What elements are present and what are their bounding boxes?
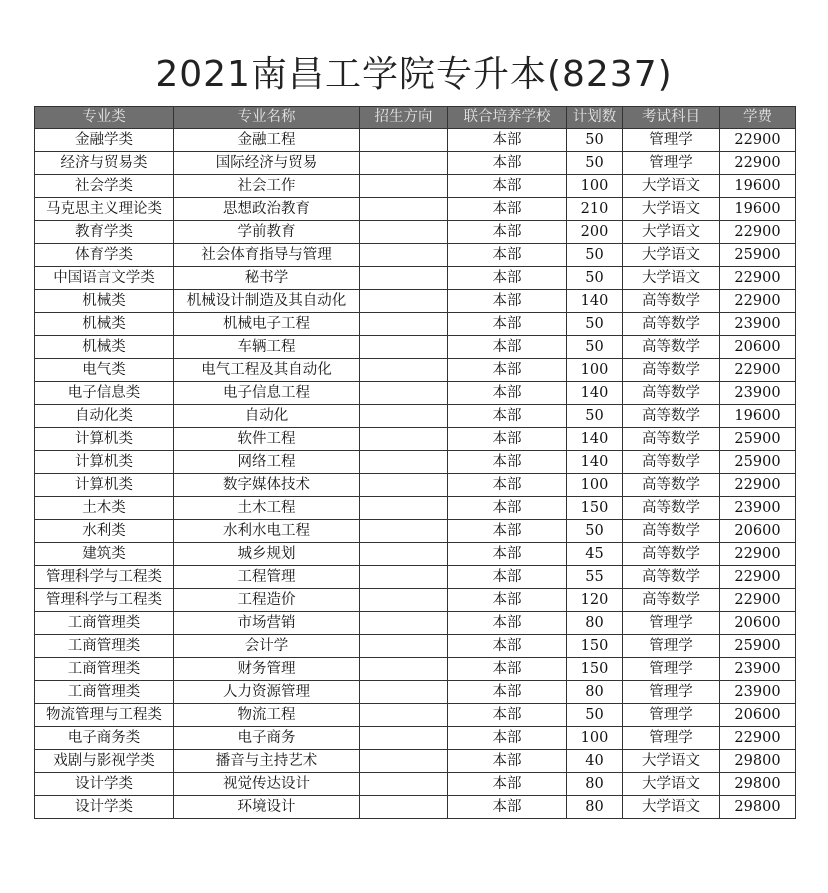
partner-school-cell: 本部: [448, 382, 567, 405]
tuition-cell: 23900: [720, 681, 796, 704]
major-category-cell: 机械类: [35, 313, 174, 336]
direction-cell: [360, 773, 448, 796]
major-name-cell: 机械电子工程: [174, 313, 360, 336]
direction-cell: [360, 497, 448, 520]
major-category-cell: 电子商务类: [35, 727, 174, 750]
plan-count-cell: 140: [567, 428, 623, 451]
partner-school-cell: 本部: [448, 612, 567, 635]
partner-school-cell: 本部: [448, 451, 567, 474]
direction-cell: [360, 796, 448, 819]
exam-subject-cell: 大学语文: [623, 221, 720, 244]
direction-cell: [360, 612, 448, 635]
major-name-cell: 水利水电工程: [174, 520, 360, 543]
tuition-cell: 23900: [720, 497, 796, 520]
major-category-cell: 管理科学与工程类: [35, 589, 174, 612]
tuition-cell: 23900: [720, 313, 796, 336]
partner-school-cell: 本部: [448, 520, 567, 543]
major-name-cell: 物流工程: [174, 704, 360, 727]
major-category-cell: 计算机类: [35, 451, 174, 474]
table-body: [35, 129, 796, 819]
plan-count-cell: 45: [567, 543, 623, 566]
major-name-cell: 社会工作: [174, 175, 360, 198]
major-category-cell: 工商管理类: [35, 658, 174, 681]
partner-school-cell: 本部: [448, 336, 567, 359]
partner-school-cell: 本部: [448, 405, 567, 428]
header-partner-school: 联合培养学校: [448, 107, 567, 129]
direction-cell: [360, 704, 448, 727]
table-row: [35, 773, 796, 796]
major-name-cell: 电子商务: [174, 727, 360, 750]
table-row: [35, 129, 796, 152]
table-row: [35, 520, 796, 543]
plan-count-cell: 80: [567, 773, 623, 796]
major-category-cell: 体育学类: [35, 244, 174, 267]
direction-cell: [360, 589, 448, 612]
major-name-cell: 会计学: [174, 635, 360, 658]
table-row: [35, 290, 796, 313]
major-category-cell: 工商管理类: [35, 612, 174, 635]
partner-school-cell: 本部: [448, 474, 567, 497]
plan-count-cell: 50: [567, 152, 623, 175]
table-row: [35, 612, 796, 635]
major-name-cell: 环境设计: [174, 796, 360, 819]
enrollment-table: [34, 106, 796, 819]
table-row: [35, 750, 796, 773]
major-name-cell: 秘书学: [174, 267, 360, 290]
exam-subject-cell: 高等数学: [623, 497, 720, 520]
partner-school-cell: 本部: [448, 290, 567, 313]
plan-count-cell: 140: [567, 451, 623, 474]
direction-cell: [360, 405, 448, 428]
plan-count-cell: 50: [567, 704, 623, 727]
exam-subject-cell: 大学语文: [623, 773, 720, 796]
direction-cell: [360, 290, 448, 313]
plan-count-cell: 40: [567, 750, 623, 773]
plan-count-cell: 50: [567, 336, 623, 359]
major-category-cell: 机械类: [35, 290, 174, 313]
major-category-cell: 金融学类: [35, 129, 174, 152]
exam-subject-cell: 管理学: [623, 612, 720, 635]
plan-count-cell: 150: [567, 497, 623, 520]
direction-cell: [360, 267, 448, 290]
major-category-cell: 电气类: [35, 359, 174, 382]
plan-count-cell: 80: [567, 681, 623, 704]
major-name-cell: 数字媒体技术: [174, 474, 360, 497]
exam-subject-cell: 高等数学: [623, 474, 720, 497]
exam-subject-cell: 大学语文: [623, 175, 720, 198]
direction-cell: [360, 359, 448, 382]
header-major-name: 专业名称: [174, 107, 360, 129]
exam-subject-cell: 高等数学: [623, 405, 720, 428]
direction-cell: [360, 198, 448, 221]
plan-count-cell: 200: [567, 221, 623, 244]
direction-cell: [360, 566, 448, 589]
major-name-cell: 社会体育指导与管理: [174, 244, 360, 267]
major-category-cell: 教育学类: [35, 221, 174, 244]
plan-count-cell: 100: [567, 359, 623, 382]
tuition-cell: 22900: [720, 589, 796, 612]
exam-subject-cell: 高等数学: [623, 566, 720, 589]
plan-count-cell: 100: [567, 727, 623, 750]
major-category-cell: 戏剧与影视学类: [35, 750, 174, 773]
major-category-cell: 马克思主义理论类: [35, 198, 174, 221]
exam-subject-cell: 大学语文: [623, 198, 720, 221]
plan-count-cell: 50: [567, 405, 623, 428]
partner-school-cell: 本部: [448, 681, 567, 704]
plan-count-cell: 150: [567, 658, 623, 681]
direction-cell: [360, 543, 448, 566]
partner-school-cell: 本部: [448, 313, 567, 336]
exam-subject-cell: 大学语文: [623, 267, 720, 290]
partner-school-cell: 本部: [448, 267, 567, 290]
exam-subject-cell: 高等数学: [623, 543, 720, 566]
page-title: 2021南昌工学院专升本(8237): [155, 54, 673, 95]
major-category-cell: 管理科学与工程类: [35, 566, 174, 589]
partner-school-cell: 本部: [448, 152, 567, 175]
tuition-cell: 20600: [720, 520, 796, 543]
direction-cell: [360, 175, 448, 198]
tuition-cell: 20600: [720, 336, 796, 359]
exam-subject-cell: 高等数学: [623, 313, 720, 336]
major-category-cell: 物流管理与工程类: [35, 704, 174, 727]
major-name-cell: 车辆工程: [174, 336, 360, 359]
major-category-cell: 计算机类: [35, 428, 174, 451]
major-category-cell: 计算机类: [35, 474, 174, 497]
table-row: [35, 635, 796, 658]
partner-school-cell: 本部: [448, 750, 567, 773]
partner-school-cell: 本部: [448, 129, 567, 152]
table-row: [35, 727, 796, 750]
partner-school-cell: 本部: [448, 543, 567, 566]
tuition-cell: 20600: [720, 704, 796, 727]
partner-school-cell: 本部: [448, 359, 567, 382]
table-row: [35, 428, 796, 451]
tuition-cell: 23900: [720, 658, 796, 681]
major-category-cell: 工商管理类: [35, 635, 174, 658]
major-name-cell: 软件工程: [174, 428, 360, 451]
direction-cell: [360, 428, 448, 451]
tuition-cell: 22900: [720, 267, 796, 290]
major-name-cell: 财务管理: [174, 658, 360, 681]
table-row: [35, 221, 796, 244]
exam-subject-cell: 管理学: [623, 635, 720, 658]
table-row: [35, 267, 796, 290]
direction-cell: [360, 520, 448, 543]
partner-school-cell: 本部: [448, 428, 567, 451]
exam-subject-cell: 高等数学: [623, 336, 720, 359]
tuition-cell: 29800: [720, 773, 796, 796]
plan-count-cell: 50: [567, 267, 623, 290]
partner-school-cell: 本部: [448, 175, 567, 198]
direction-cell: [360, 727, 448, 750]
direction-cell: [360, 221, 448, 244]
tuition-cell: 29800: [720, 750, 796, 773]
direction-cell: [360, 313, 448, 336]
tuition-cell: 22900: [720, 474, 796, 497]
direction-cell: [360, 474, 448, 497]
exam-subject-cell: 管理学: [623, 129, 720, 152]
major-name-cell: 城乡规划: [174, 543, 360, 566]
header-major-category: 专业类: [35, 107, 174, 129]
partner-school-cell: 本部: [448, 658, 567, 681]
header-tuition: 学费: [720, 107, 796, 129]
partner-school-cell: 本部: [448, 796, 567, 819]
tuition-cell: 22900: [720, 129, 796, 152]
exam-subject-cell: 大学语文: [623, 244, 720, 267]
tuition-cell: 22900: [720, 152, 796, 175]
major-category-cell: 设计学类: [35, 796, 174, 819]
exam-subject-cell: 高等数学: [623, 520, 720, 543]
tuition-cell: 22900: [720, 290, 796, 313]
major-name-cell: 金融工程: [174, 129, 360, 152]
direction-cell: [360, 244, 448, 267]
exam-subject-cell: 大学语文: [623, 750, 720, 773]
tuition-cell: 19600: [720, 198, 796, 221]
tuition-cell: 25900: [720, 635, 796, 658]
partner-school-cell: 本部: [448, 497, 567, 520]
plan-count-cell: 50: [567, 244, 623, 267]
partner-school-cell: 本部: [448, 727, 567, 750]
table-row: [35, 405, 796, 428]
direction-cell: [360, 681, 448, 704]
tuition-cell: 29800: [720, 796, 796, 819]
table-row: [35, 382, 796, 405]
plan-count-cell: 50: [567, 520, 623, 543]
major-name-cell: 电气工程及其自动化: [174, 359, 360, 382]
table-header-row: [35, 107, 796, 129]
major-name-cell: 市场营销: [174, 612, 360, 635]
table-row: [35, 451, 796, 474]
major-category-cell: 工商管理类: [35, 681, 174, 704]
table-row: [35, 658, 796, 681]
plan-count-cell: 210: [567, 198, 623, 221]
table-row: [35, 359, 796, 382]
exam-subject-cell: 管理学: [623, 152, 720, 175]
major-category-cell: 中国语言文学类: [35, 267, 174, 290]
direction-cell: [360, 336, 448, 359]
exam-subject-cell: 高等数学: [623, 589, 720, 612]
exam-subject-cell: 高等数学: [623, 359, 720, 382]
major-name-cell: 自动化: [174, 405, 360, 428]
plan-count-cell: 140: [567, 382, 623, 405]
table-row: [35, 244, 796, 267]
tuition-cell: 22900: [720, 727, 796, 750]
table-row: [35, 152, 796, 175]
major-name-cell: 电子信息工程: [174, 382, 360, 405]
plan-count-cell: 50: [567, 313, 623, 336]
plan-count-cell: 50: [567, 129, 623, 152]
major-category-cell: 建筑类: [35, 543, 174, 566]
direction-cell: [360, 152, 448, 175]
table-row: [35, 497, 796, 520]
exam-subject-cell: 高等数学: [623, 290, 720, 313]
table-row: [35, 543, 796, 566]
major-category-cell: 设计学类: [35, 773, 174, 796]
major-name-cell: 思想政治教育: [174, 198, 360, 221]
major-name-cell: 播音与主持艺术: [174, 750, 360, 773]
major-name-cell: 人力资源管理: [174, 681, 360, 704]
header-plan-count: 计划数: [567, 107, 623, 129]
major-category-cell: 自动化类: [35, 405, 174, 428]
partner-school-cell: 本部: [448, 589, 567, 612]
major-name-cell: 工程造价: [174, 589, 360, 612]
plan-count-cell: 55: [567, 566, 623, 589]
partner-school-cell: 本部: [448, 773, 567, 796]
major-category-cell: 机械类: [35, 336, 174, 359]
direction-cell: [360, 129, 448, 152]
partner-school-cell: 本部: [448, 635, 567, 658]
exam-subject-cell: 管理学: [623, 704, 720, 727]
major-name-cell: 学前教育: [174, 221, 360, 244]
major-category-cell: 水利类: [35, 520, 174, 543]
plan-count-cell: 120: [567, 589, 623, 612]
table-row: [35, 681, 796, 704]
plan-count-cell: 150: [567, 635, 623, 658]
plan-count-cell: 100: [567, 175, 623, 198]
tuition-cell: 20600: [720, 612, 796, 635]
major-name-cell: 土木工程: [174, 497, 360, 520]
table-row: [35, 313, 796, 336]
direction-cell: [360, 658, 448, 681]
major-name-cell: 视觉传达设计: [174, 773, 360, 796]
table-row: [35, 474, 796, 497]
direction-cell: [360, 382, 448, 405]
tuition-cell: 19600: [720, 405, 796, 428]
tuition-cell: 23900: [720, 382, 796, 405]
major-category-cell: 电子信息类: [35, 382, 174, 405]
tuition-cell: 22900: [720, 359, 796, 382]
exam-subject-cell: 大学语文: [623, 796, 720, 819]
tuition-cell: 22900: [720, 543, 796, 566]
partner-school-cell: 本部: [448, 704, 567, 727]
partner-school-cell: 本部: [448, 566, 567, 589]
plan-count-cell: 100: [567, 474, 623, 497]
table-row: [35, 589, 796, 612]
tuition-cell: 19600: [720, 175, 796, 198]
exam-subject-cell: 管理学: [623, 727, 720, 750]
table-row: [35, 336, 796, 359]
header-direction: 招生方向: [360, 107, 448, 129]
tuition-cell: 22900: [720, 566, 796, 589]
major-category-cell: 经济与贸易类: [35, 152, 174, 175]
direction-cell: [360, 451, 448, 474]
direction-cell: [360, 635, 448, 658]
major-category-cell: 社会学类: [35, 175, 174, 198]
major-name-cell: 国际经济与贸易: [174, 152, 360, 175]
table-row: [35, 198, 796, 221]
tuition-cell: 25900: [720, 244, 796, 267]
major-name-cell: 机械设计制造及其自动化: [174, 290, 360, 313]
direction-cell: [360, 750, 448, 773]
partner-school-cell: 本部: [448, 244, 567, 267]
exam-subject-cell: 管理学: [623, 681, 720, 704]
plan-count-cell: 80: [567, 796, 623, 819]
tuition-cell: 22900: [720, 221, 796, 244]
table-row: [35, 175, 796, 198]
exam-subject-cell: 高等数学: [623, 382, 720, 405]
partner-school-cell: 本部: [448, 198, 567, 221]
major-name-cell: 网络工程: [174, 451, 360, 474]
header-exam-subject: 考试科目: [623, 107, 720, 129]
major-category-cell: 土木类: [35, 497, 174, 520]
tuition-cell: 25900: [720, 428, 796, 451]
plan-count-cell: 140: [567, 290, 623, 313]
plan-count-cell: 80: [567, 612, 623, 635]
table-row: [35, 704, 796, 727]
table-row: [35, 796, 796, 819]
exam-subject-cell: 管理学: [623, 658, 720, 681]
tuition-cell: 25900: [720, 451, 796, 474]
exam-subject-cell: 高等数学: [623, 428, 720, 451]
major-name-cell: 工程管理: [174, 566, 360, 589]
partner-school-cell: 本部: [448, 221, 567, 244]
exam-subject-cell: 高等数学: [623, 451, 720, 474]
table-row: [35, 566, 796, 589]
